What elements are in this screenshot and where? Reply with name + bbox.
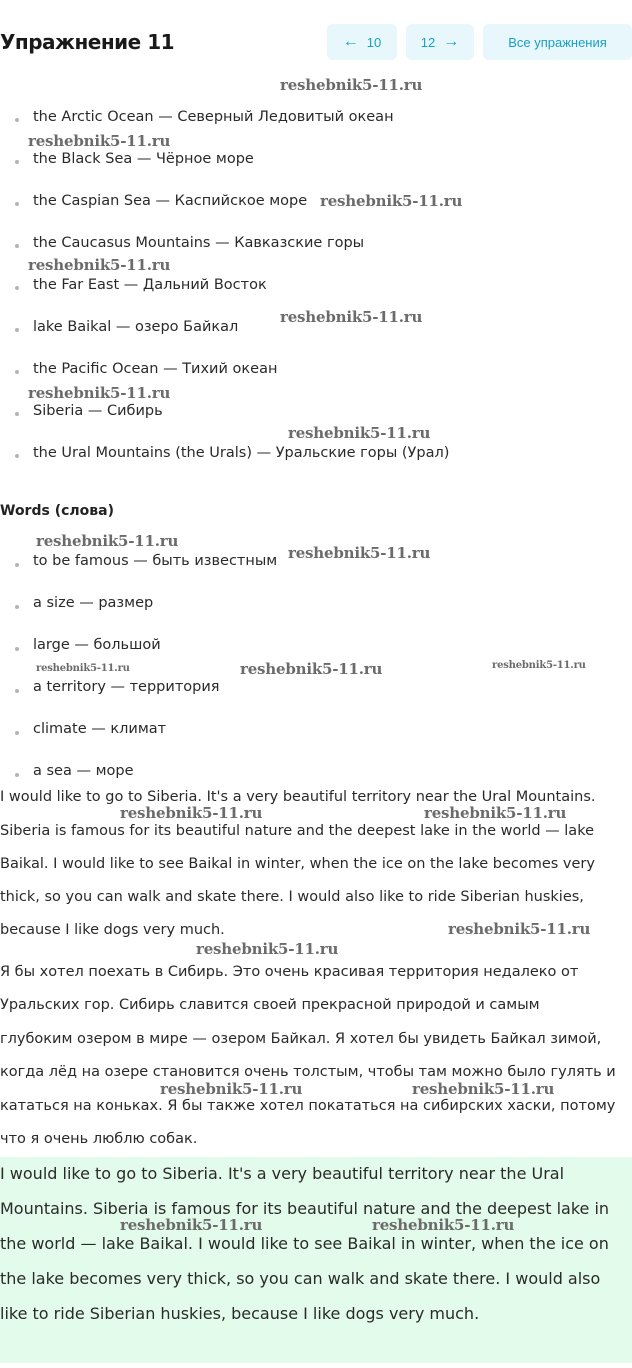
watermark: reshebnik5-11.ru [320,192,463,210]
arrow-left-icon: ← [342,33,359,50]
geo-item: the Arctic Ocean — Северный Ледовитый океан [33,109,394,125]
list-bullet [15,773,19,777]
watermark: reshebnik5-11.ru [36,663,130,674]
watermark: reshebnik5-11.ru [160,1080,303,1098]
watermark: reshebnik5-11.ru [412,1080,555,1098]
list-bullet [15,731,19,735]
english-line: Siberia is famous for its beautiful nature and the deepest lake in the world — lake [0,823,594,839]
answer-line: Mountains. Siberia is famous for its beautiful nature and the deepest lake in [0,1199,610,1218]
watermark: reshebnik5-11.ru [372,1216,515,1234]
watermark: reshebnik5-11.ru [28,384,171,402]
next-exercise-label: 12 [420,34,436,50]
answer-line: the lake becomes very thick, so you can walk and skate there. I would also [0,1269,601,1288]
word-item: to be famous — быть известным [33,553,278,569]
words-heading: Words (слова) [0,503,114,519]
geo-item: the Black Sea — Чёрное море [33,151,254,167]
watermark: reshebnik5-11.ru [28,132,171,150]
watermark: reshebnik5-11.ru [280,76,423,94]
watermark: reshebnik5-11.ru [36,532,179,550]
list-bullet [15,563,19,567]
prev-exercise-button[interactable] [327,24,397,60]
all-exercises-button[interactable] [483,24,632,60]
page-title: Упражнение 11 [0,30,175,54]
list-bullet [15,412,19,416]
russian-line: что я очень люблю собак. [0,1131,198,1147]
geo-item: Siberia — Сибирь [33,403,163,419]
list-bullet [15,689,19,693]
prev-exercise-label: 10 [366,34,382,50]
list-bullet [15,118,19,122]
list-bullet [15,605,19,609]
geo-item: the Pacific Ocean — Тихий океан [33,361,278,377]
watermark: reshebnik5-11.ru [288,424,431,442]
arrow-right-icon: → [443,33,460,50]
watermark: reshebnik5-11.ru [288,544,431,562]
page-header [0,24,632,64]
list-bullet [15,202,19,206]
list-bullet [15,244,19,248]
word-item: a size — размер [33,595,154,611]
list-bullet [15,370,19,374]
geo-item: the Far East — Дальний Восток [33,277,267,293]
russian-line: кататься на коньках. Я бы также хотел покататься на сибирских хаски, потому [0,1098,616,1114]
geo-item: the Caspian Sea — Каспийское море [33,193,308,209]
watermark: reshebnik5-11.ru [120,804,263,822]
answer-box [0,1157,632,1363]
list-bullet [15,454,19,458]
watermark: reshebnik5-11.ru [492,660,586,671]
next-exercise-button[interactable] [406,24,474,60]
answer-line: the world — lake Baikal. I would like to see Baikal in winter, when the ice on [0,1234,609,1253]
russian-line: глубоким озером в мире — озером Байкал. Я хотел бы увидеть Байкал зимой, [0,1031,602,1047]
word-item: a territory — территория [33,679,220,695]
watermark: reshebnik5-11.ru [120,1216,263,1234]
watermark: reshebnik5-11.ru [448,920,591,938]
list-bullet [15,286,19,290]
english-line: Baikal. I would like to see Baikal in winter, when the ice on the lake becomes very [0,856,595,872]
word-item: climate — климат [33,721,167,737]
word-item: a sea — море [33,763,134,779]
list-bullet [15,647,19,651]
geo-item: the Ural Mountains (the Urals) — Уральские горы (Урал) [33,445,450,461]
russian-line: когда лёд на озере становится очень толстым, чтобы там можно было гулять и [0,1064,616,1080]
answer-line: like to ride Siberian huskies, because I like dogs very much. [0,1304,480,1323]
russian-line: Уральских гор. Сибирь славится своей прекрасной природой и самым [0,997,540,1013]
watermark: reshebnik5-11.ru [196,940,339,958]
watermark: reshebnik5-11.ru [424,804,567,822]
watermark: reshebnik5-11.ru [280,308,423,326]
word-item: large — большой [33,637,161,653]
english-line: I would like to go to Siberia. It's a very beautiful territory near the Ural Mountains. [0,789,596,805]
list-bullet [15,160,19,164]
english-line: because I like dogs very much. [0,922,225,938]
watermark: reshebnik5-11.ru [240,660,383,678]
geo-item: lake Baikal — озеро Байкал [33,319,239,335]
watermark: reshebnik5-11.ru [28,256,171,274]
english-line: thick, so you can walk and skate there. I would also like to ride Siberian huskies, [0,889,584,905]
answer-line: I would like to go to Siberia. It's a very beautiful territory near the Ural [0,1164,565,1183]
all-exercises-label: Все упражнения [508,34,607,50]
geo-item: the Caucasus Mountains — Кавказские горы [33,235,365,251]
russian-line: Я бы хотел поехать в Сибирь. Это очень красивая территория недалеко от [0,964,579,980]
list-bullet [15,328,19,332]
